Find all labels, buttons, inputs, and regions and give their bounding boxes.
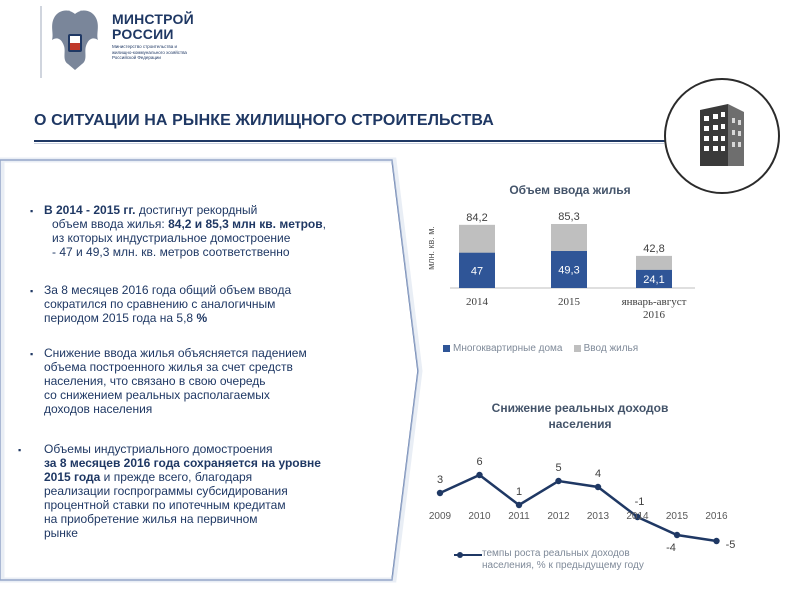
bullet-decline-8-months: ▪ За 8 месяцев 2016 года общий объем ввода сократился по сравнению с аналогичным периодом 2015 года на 5,8 % [30, 283, 292, 325]
title-rule-secondary [34, 143, 664, 144]
brand-subtitle: Министерство строительства и жилищно-коммунального хозяйства Российской Федерации [112, 44, 187, 60]
income-year-label-3: 2012 [547, 511, 570, 522]
bar-chart-ylabel: млн. кв. м. [426, 226, 436, 270]
double-headed-eagle-emblem-icon [44, 6, 106, 76]
income-point-2 [516, 502, 522, 508]
bar-inner-label-2: 24,1 [643, 273, 665, 286]
bullet-decline-reason: ▪ Снижение ввода жилья объясняется падением объема построенного жилья за счет средств населения, что связано в свою очередь со снижением реальных располагаемых доходов населения [30, 346, 307, 416]
income-year-label-5: 2014 [626, 511, 649, 522]
line-chart-title: Снижение реальных доходов населения [491, 401, 669, 431]
income-year-label-6: 2015 [665, 511, 689, 522]
bullet-marker: ▪ [30, 206, 34, 216]
bar-category-label-0: 2014 [466, 296, 488, 308]
income-value-label-0: 3 [436, 474, 444, 486]
income-point-6 [674, 532, 680, 538]
legend-line-marker-icon [454, 550, 482, 560]
income-value-label-7: -5 [725, 539, 736, 551]
income-point-0 [437, 490, 443, 496]
bar-category-label-2: январь-август [621, 296, 687, 308]
income-value-label-2: 1 [515, 486, 523, 498]
income-year-label-1: 2010 [468, 511, 491, 522]
bar-category-label-1: 2015 [558, 296, 580, 308]
bar-chart-legend [443, 343, 638, 354]
income-value-label-5: -1 [634, 496, 645, 508]
bar-category-label-2: 2016 [643, 309, 665, 321]
income-value-label-3: 5 [555, 462, 562, 474]
bullet-marker: ▪ [30, 349, 34, 359]
income-point-7 [713, 538, 719, 544]
income-year-label-0: 2009 [428, 511, 452, 522]
bar-inner-label-0: 47 [470, 265, 484, 278]
brand-title: МИНСТРОЙ РОССИИ [112, 11, 194, 42]
bar-total-label-0: 84,2 [466, 211, 488, 224]
income-point-3 [555, 478, 561, 484]
page-title: О СИТУАЦИИ НА РЫНКЕ ЖИЛИЩНОГО СТРОИТЕЛЬСТВА [34, 112, 494, 129]
bar-chart [420, 198, 720, 338]
bullet-industrial-housing: ▪ Объемы индустриального домостроения за 8 месяцев 2016 года сохраняется на уровне 2015 года и прежде всего, благодаря реализации госпрограммы субсидирования процентной ставки по ипотечным кредитам на приобретение жилья на первичном рынке [18, 442, 321, 540]
building-icon [666, 80, 778, 192]
bullet-marker: ▪ [18, 445, 22, 455]
bullet-marker: ▪ [30, 286, 34, 296]
legend-item-housing-input: Ввод жилья [574, 343, 639, 354]
income-value-label-1: 6 [476, 456, 483, 468]
income-growth-line [440, 475, 717, 541]
header-divider [40, 6, 42, 78]
income-value-label-6: -4 [666, 542, 676, 554]
bar-chart-title: Объем ввода жилья [509, 183, 631, 197]
title-rule [34, 140, 674, 142]
income-point-4 [595, 484, 601, 490]
bar-total-label-2: 42,8 [643, 242, 665, 255]
income-year-label-4: 2013 [586, 511, 610, 522]
bullet-record-volume: ▪ В 2014 - 2015 гг. достигнут рекордный объем ввода жилья: 84,2 и 85,3 млн кв. метров, из которых индустриальное домостроение - 47 и 49,3 млн. кв. метров соответственно [30, 203, 326, 259]
legend-item-multiapartment: Многоквартирные дома [443, 343, 563, 354]
income-value-label-4: 4 [594, 468, 602, 480]
bar-inner-label-1: 49,3 [558, 264, 580, 277]
line-chart [420, 440, 750, 554]
bar-total-label-1: 85,3 [558, 211, 580, 223]
income-year-label-2: 2011 [508, 511, 530, 522]
income-point-1 [476, 472, 482, 478]
building-badge [664, 78, 780, 194]
income-year-label-7: 2016 [705, 511, 728, 522]
